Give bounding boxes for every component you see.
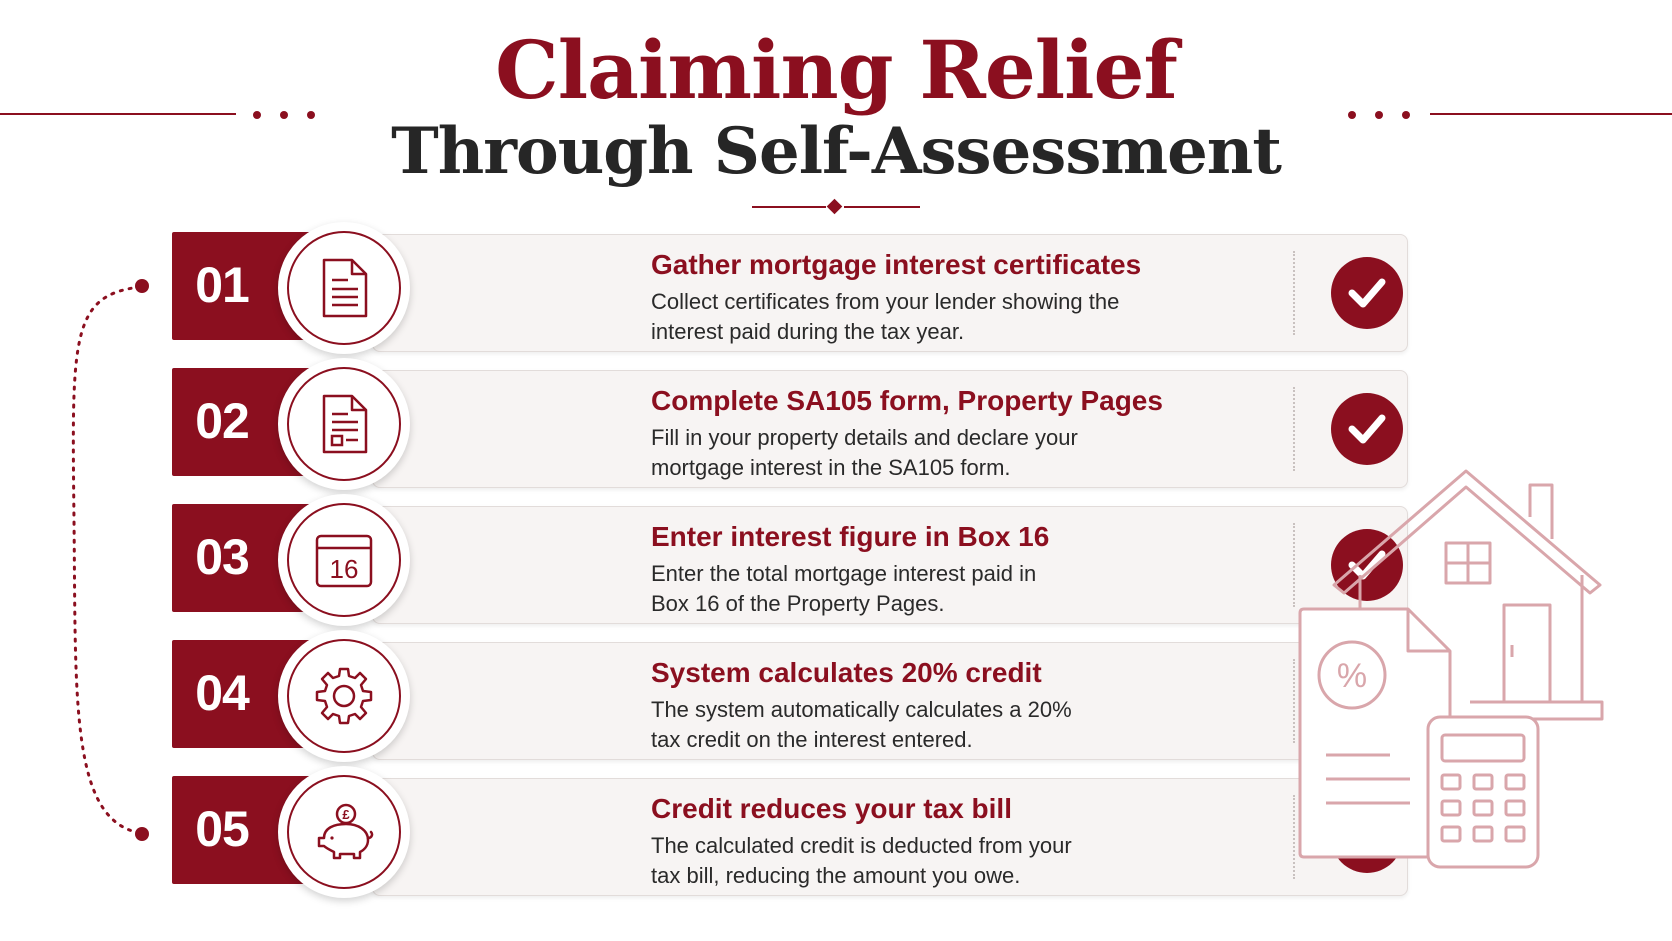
step-icon-badge bbox=[278, 358, 410, 490]
page-title: Claiming Relief bbox=[495, 23, 1177, 117]
step-icon-badge bbox=[278, 222, 410, 354]
step-1 bbox=[172, 234, 1236, 352]
step-5 bbox=[172, 778, 1236, 896]
piggy-bank-icon bbox=[314, 802, 374, 862]
step-connector bbox=[73, 279, 149, 841]
step-number: 04 bbox=[195, 665, 249, 721]
step-number: 05 bbox=[195, 801, 249, 857]
step-card bbox=[372, 506, 1408, 624]
step-icon-badge bbox=[278, 630, 410, 762]
house-tax-calculator-icon bbox=[1290, 465, 1620, 875]
pound-sign-text: £ bbox=[342, 807, 350, 822]
step-number: 02 bbox=[195, 393, 249, 449]
step-icon-badge bbox=[278, 494, 410, 626]
step-card bbox=[372, 370, 1408, 488]
step-number: 03 bbox=[195, 529, 249, 585]
step-3 bbox=[172, 506, 1236, 624]
percent-symbol: % bbox=[1336, 657, 1368, 695]
calendar-day-text: 16 bbox=[329, 554, 359, 584]
step-description-line: interest paid during the tax year. bbox=[651, 319, 965, 344]
step-4 bbox=[172, 642, 1236, 760]
step-description-line: tax bill, reducing the amount you owe. bbox=[651, 863, 1021, 888]
gear-icon bbox=[314, 666, 374, 726]
step-icon-badge bbox=[278, 766, 410, 898]
step-card bbox=[372, 642, 1408, 760]
step-description bbox=[651, 831, 1211, 891]
step-description-line: mortgage interest in the SA105 form. bbox=[651, 455, 1011, 480]
step-title: Credit reduces your tax bill bbox=[651, 793, 1012, 824]
form-icon bbox=[314, 394, 374, 454]
calendar-icon bbox=[314, 530, 374, 590]
step-description bbox=[651, 559, 1211, 619]
step-description bbox=[651, 695, 1211, 755]
step-description bbox=[651, 423, 1211, 483]
step-card bbox=[372, 778, 1408, 896]
step-card bbox=[372, 234, 1408, 352]
step-description-line: The system automatically calculates a 20% bbox=[651, 697, 1072, 722]
title-underline bbox=[752, 199, 920, 215]
step-description-line: Enter the total mortgage interest paid in bbox=[651, 561, 1037, 586]
step-number: 01 bbox=[195, 257, 249, 313]
step-title: Complete SA105 form, Property Pages bbox=[651, 385, 1163, 416]
step-description-line: The calculated credit is deducted from your bbox=[651, 833, 1072, 858]
step-title: Gather mortgage interest certificates bbox=[651, 249, 1142, 280]
step-2 bbox=[172, 370, 1236, 488]
check-icon bbox=[1331, 257, 1403, 329]
step-title: Enter interest figure in Box 16 bbox=[651, 521, 1050, 552]
divider bbox=[1293, 387, 1295, 471]
step-description-line: Collect certificates from your lender showing the bbox=[651, 289, 1120, 314]
page-subtitle: Through Self-Assessment bbox=[391, 114, 1281, 189]
check-icon bbox=[1331, 393, 1403, 465]
step-title: System calculates 20% credit bbox=[651, 657, 1042, 688]
divider bbox=[1293, 251, 1295, 335]
step-description-line: Fill in your property details and declare your bbox=[651, 425, 1078, 450]
step-description bbox=[651, 287, 1211, 347]
step-description-line: Box 16 of the Property Pages. bbox=[651, 591, 945, 616]
document-icon bbox=[314, 258, 374, 318]
step-description-line: tax credit on the interest entered. bbox=[651, 727, 973, 752]
